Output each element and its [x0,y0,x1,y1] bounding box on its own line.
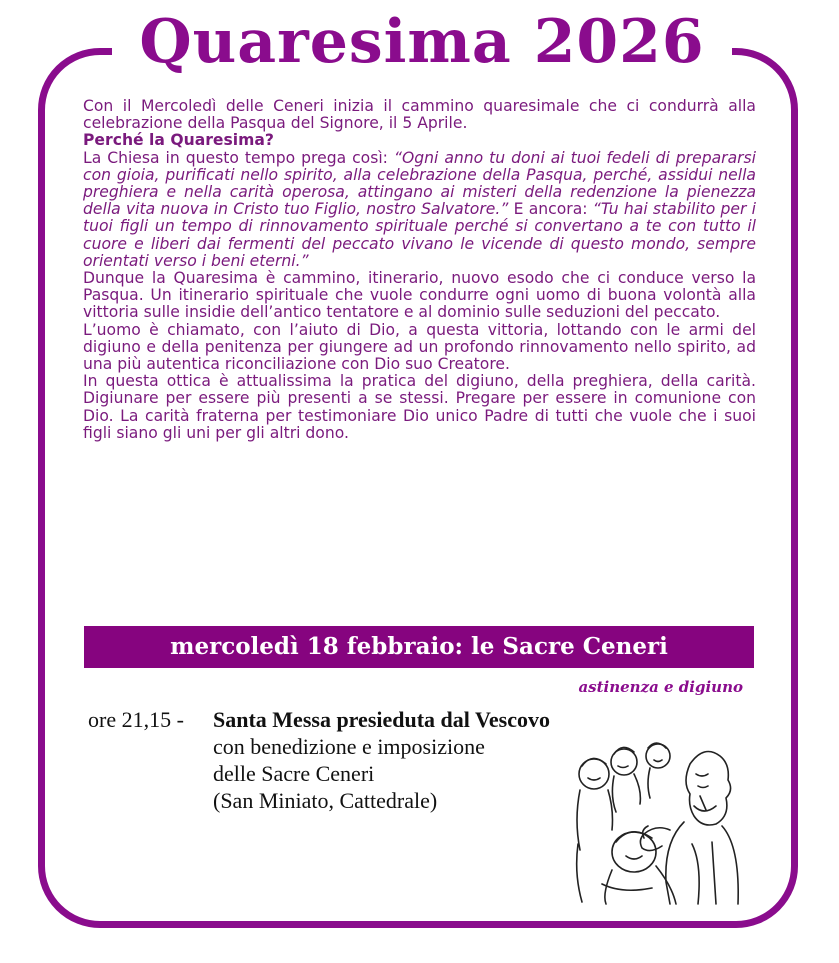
prayer-mid: E ancora: [508,200,593,219]
paragraph-victory: L’uomo è chiamato, con l’aiuto di Dio, a questa vittoria, lottando con le armi del digiuno e della penitenza per giungere ad un profondo rinnovamento nello spirito, ad una più autentica riconciliazione con Dio suo Creatore. [83,320,756,374]
prayer-quote-1: “Ogni anno tu doni ai tuoi fedeli di prepararsi con gioia, purificati nello spirito, alla celebrazione della Pasqua, perché, assidui nella preghiera e nella carità operosa, attingano ai misteri della redenzione la pienezza della vita nuova in Cristo tuo Figlio, nostro Salvatore.” [83,148,756,219]
page-title: Quaresima 2026 [139,7,705,77]
event-line-2: delle Sacre Ceneri [213,761,375,786]
paragraph-itinerary: Dunque la Quaresima è cammino, itinerario, nuovo esodo che ci conduce verso la Pasqua. Un itinerario spirituale che vuole condurre ogni uomo di buona volontà alla vittoria sulle insidie dell’antico tentatore e al dominio sulle seduzioni del peccato. [83,269,756,322]
event-line-3: (San Miniato, Cattedrale) [213,788,438,813]
prayer-paragraph [83,150,756,270]
event-headline: Santa Messa presieduta dal Vescovo [213,707,550,732]
event-banner: mercoledì 18 febbraio: le Sacre Ceneri [84,626,754,668]
event-line-1: con benedizione e imposizione [213,734,485,759]
event-note: astinenza e digiuno [578,678,743,696]
section-heading: Perché la Quaresima? [83,131,274,150]
title-container [112,0,732,84]
event-time: ore 21,15 - [88,707,184,732]
prayer-lead: La Chiesa in questo tempo prega così: [83,148,394,167]
prayer-quote-2: “Tu hai stabilito per i tuoi figli un tempo di rinnovamento spirituale perché si convertano a te con tutto il cuore e liberi dai fermenti del peccato vivano le vicende di questo mondo, sempre orientati verso i beni eterni.” [83,200,756,270]
ash-wednesday-illustration [572,734,748,906]
intro-paragraph: Con il Mercoledì delle Ceneri inizia il cammino quaresimale che ci condurrà alla celebrazione della Pasqua del Signore, il 5 Aprile. [83,97,756,133]
paragraph-practice: In questa ottica è attualissima la pratica del digiuno, della preghiera, della carità. Digiunare per essere più presenti a se stessi. Pregare per essere in comunione con Dio. La carità fraterna per testimoniare Dio unico Padre di tutti che vuole che i suoi figli siano gli uni per gli altri dono. [83,372,756,442]
article-body [83,98,756,442]
